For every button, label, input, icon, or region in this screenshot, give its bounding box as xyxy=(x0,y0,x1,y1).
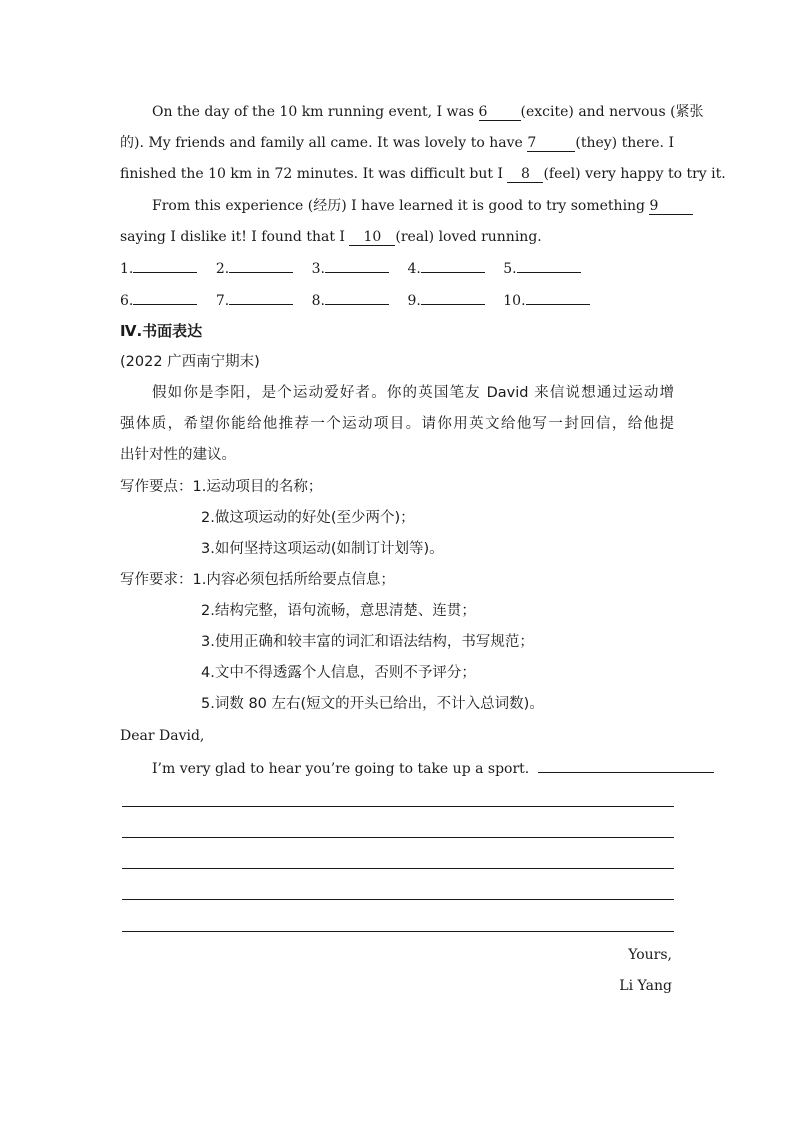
answer-slot[interactable]: 5. xyxy=(503,258,580,279)
passage-line-2 xyxy=(120,133,674,153)
answer-slot[interactable]: 7. xyxy=(216,290,293,311)
passage-text: (feel) very happy to try it. xyxy=(543,166,726,182)
req-item: 4.文中不得透露个人信息，否则不予评分； xyxy=(201,665,476,681)
answer-slot[interactable]: 6. xyxy=(120,290,197,311)
passage-line-5 xyxy=(120,227,674,247)
points-line-1 xyxy=(120,477,674,497)
passage-text: (they) there. I xyxy=(575,135,675,151)
req-item: 3.使用正确和较丰富的词汇和语法结构，书写规范； xyxy=(201,634,534,650)
passage-text: finished the 10 km in 72 minutes. It was difficult but I xyxy=(120,166,504,182)
answer-slot[interactable]: 10. xyxy=(503,290,589,311)
answer-row-2 xyxy=(120,290,604,311)
writing-line[interactable] xyxy=(122,806,674,807)
passage-line-3 xyxy=(120,164,726,184)
answer-slot[interactable]: 2. xyxy=(216,258,293,279)
writing-line[interactable] xyxy=(122,837,674,838)
writing-line[interactable] xyxy=(122,868,674,869)
passage-text: saying I dislike it! I found that I xyxy=(120,229,345,245)
blank-8[interactable]: 8 xyxy=(507,166,543,183)
point-item: 3.如何坚持这项运动(如制订计划等)。 xyxy=(201,541,444,557)
source-note: (2022 广西南宁期末) xyxy=(120,354,260,370)
passage-text: On the day of the 10 km running event, I was xyxy=(152,104,475,120)
answer-row-1 xyxy=(120,258,595,279)
prompt-line-1: 假如你是李阳，是个运动爱好者。你的英国笔友 David 来信说想通过运动增 xyxy=(152,385,674,401)
closing: Yours, xyxy=(628,947,672,963)
reqs-label: 写作要求： xyxy=(120,572,193,588)
passage-text: 的). My friends and family all came. It was lovely to have xyxy=(120,135,523,151)
answer-slot[interactable]: 9. xyxy=(407,290,484,311)
answer-slot[interactable]: 3. xyxy=(312,258,389,279)
answer-slot[interactable]: 8. xyxy=(312,290,389,311)
passage-line-1 xyxy=(152,102,704,122)
section-heading: Ⅳ.书面表达 xyxy=(120,322,203,340)
passage-text: From this experience (经历) I have learned it is good to try something xyxy=(152,198,646,214)
req-item: 1.内容必须包括所给要点信息； xyxy=(192,572,395,588)
passage-text: (excite) and nervous (紧张 xyxy=(520,104,704,120)
points-label: 写作要点： xyxy=(120,479,193,495)
salutation: Dear David, xyxy=(120,728,205,744)
opening-line xyxy=(152,758,674,779)
passage-text: (real) loved running. xyxy=(395,229,542,245)
opening-sentence: I’m very glad to hear you’re going to take up a sport. xyxy=(152,761,530,777)
answer-slot[interactable]: 1. xyxy=(120,258,197,279)
point-item: 2.做这项运动的好处(至少两个)； xyxy=(201,510,415,526)
writing-line-inline[interactable] xyxy=(538,758,714,773)
writing-line[interactable] xyxy=(122,899,674,900)
prompt-line-3: 出针对性的建议。 xyxy=(120,447,236,463)
writing-line[interactable] xyxy=(122,931,674,932)
signature: Li Yang xyxy=(619,978,672,994)
blank-6[interactable]: 6 xyxy=(479,104,521,121)
answer-slot[interactable]: 4. xyxy=(407,258,484,279)
blank-10[interactable]: 10 xyxy=(349,229,395,246)
passage-line-4 xyxy=(152,196,674,216)
prompt-line-2: 强体质，希望你能给他推荐一个运动项目。请你用英文给他写一封回信，给他提 xyxy=(120,416,674,432)
req-item: 5.词数 80 左右(短文的开头已给出，不计入总词数)。 xyxy=(201,696,544,712)
reqs-line-1 xyxy=(120,570,674,590)
blank-7[interactable]: 7 xyxy=(527,135,575,152)
point-item: 1.运动项目的名称； xyxy=(192,479,323,495)
req-item: 2.结构完整，语句流畅，意思清楚、连贯； xyxy=(201,603,476,619)
blank-9[interactable]: 9 xyxy=(649,198,693,215)
